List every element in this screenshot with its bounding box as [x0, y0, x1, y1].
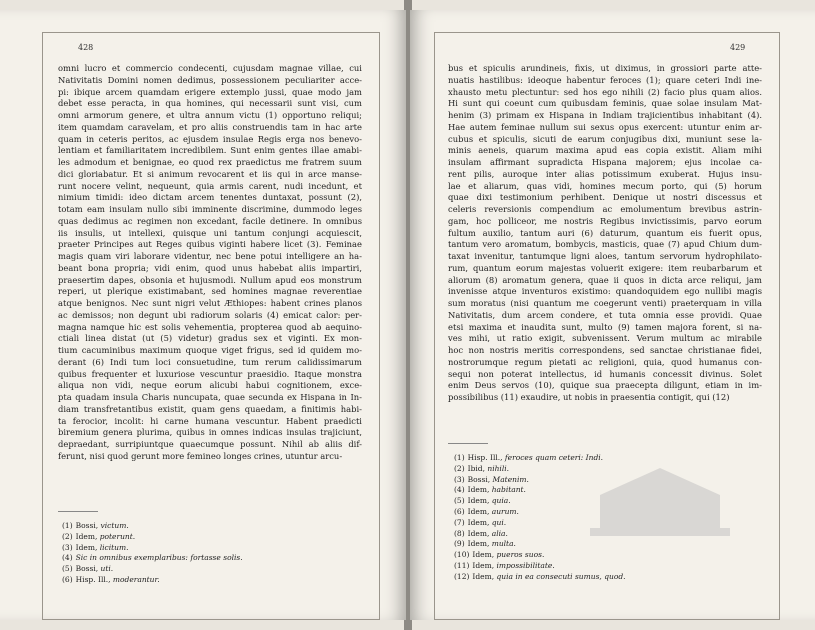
footnote-source: Bossi,: [467, 474, 493, 484]
text-line: sum moratus (nisi quantum me coegerunt venti) praeterquam in villa: [448, 298, 762, 308]
footnote-ref: (5): [62, 564, 73, 574]
text-line: sequi non poterat intellectus, id humanis concessit divinus. Solet: [448, 368, 762, 379]
text-line: magis quam viri laborare videntur, nec bene potui intelligere an ha-: [58, 251, 362, 261]
footnote-source: Idem,: [467, 517, 492, 527]
text-line: xhausto metu plectuntur: sed hos ego nihili (2) facio plus quam alios.: [448, 86, 762, 97]
footnote-text: nihili.: [487, 463, 509, 473]
text-line: lentiam et familiaritatem incredibilem. Sunt enim gentes illae amabi-: [58, 145, 362, 156]
footnote: [62, 564, 243, 575]
text-line: tium cacuminibus maximum quoque viget frigus, sed id quidem mo-: [58, 345, 362, 355]
footnote-text: quia in ea consecuti sumus, quod.: [496, 571, 626, 581]
text-line: ferunt, nisi quod gerunt more femineo longes crines, utuntur arcu-: [58, 450, 343, 461]
footnote-ref: (11): [454, 560, 470, 570]
footnote-source: Idem,: [75, 531, 100, 541]
text-line: derant (6) Indi tum loci consuetudine, tum rerum calidissimarum: [58, 356, 362, 367]
text-line: diam transfretantibus existit, quam gens quaedam, a finitimis habi-: [58, 403, 362, 414]
text-line: tantum vero aromatum, bombycis, masticis, quae (7) apud Chium dum-: [448, 239, 762, 250]
text-line: praeter Principes aut Reges quibus viginti habere licet (3). Feminae: [58, 239, 362, 250]
page-number: 428: [78, 43, 94, 52]
footnote-ref: (8): [454, 528, 465, 538]
footnote-ref: (1): [62, 521, 73, 530]
text-line: atque benignos. Nec sunt nigri velut Æthiopes: habent crines planos: [58, 298, 362, 308]
text-line: aliorum (8) aromatum genera, quae ii quos in dicta arce reliqui, jam: [448, 274, 762, 285]
right-page: [410, 10, 815, 620]
text-line: aliqua non vidi, neque eorum alicubi habui cognitionem, exce-: [58, 380, 362, 391]
footnote: [62, 543, 243, 554]
text-line: ta ferocior, incolit: hi carne humana vescuntur. Habent praedicti: [58, 415, 362, 426]
left-page: [0, 10, 406, 620]
text-line: henim (3) primam ex Hispana in Indiam trajicientibus inhabitant (4).: [448, 110, 762, 120]
text-line: les admodum et benignae, eo quod rex praedictus me fratrem suum: [58, 157, 362, 167]
footnote-source: Idem,: [472, 560, 497, 570]
footnote-text: uti.: [100, 564, 114, 574]
footnote-text: multa.: [491, 539, 516, 549]
footnote-text: habitant.: [491, 485, 526, 495]
text-line: gam, hoc polliceor, me nostris Regibus invictissimis, parvo eorum: [448, 215, 762, 226]
footnote-source: Hisp. Ill.,: [467, 453, 505, 462]
text-line: possibilibus (11) exaudire, ut nobis in praesentia contigit, qui (12): [448, 392, 730, 402]
text-line: ac demissos; non degunt ubi radiorum solaris (4) emicat calor: per-: [58, 309, 362, 320]
footnote: [454, 572, 626, 583]
text-line: quas dedimus ac regimen non excedant, facile detinere. In omnibus: [58, 215, 362, 226]
footnote: [454, 550, 626, 561]
text-line: enim Deus servos (10), quique sua praecepta diligunt, etiam in im-: [448, 380, 762, 391]
footnote-text: impossibilitate.: [496, 560, 555, 570]
body-text: [448, 63, 762, 404]
footnote-source: Idem,: [75, 542, 100, 552]
text-line: invenisse atque inventuros existimo: quandoquidem ego nullibi magis: [448, 286, 762, 297]
footnote-ref: (12): [454, 571, 470, 581]
footnote-rule: [448, 443, 488, 444]
text-line: biremium genera plurima, quibus in omnes indicas insulas trajiciunt,: [58, 427, 362, 438]
text-line: omni armorum genere, et ultra annum victu (1) opportuno reliqui;: [58, 110, 362, 120]
text-line: nuatis hastilibus: ideoque habentur feroces (1); quare ceteri Indi ine-: [448, 74, 762, 85]
footnote-ref: (7): [454, 517, 465, 527]
footnote-text: alia.: [491, 528, 508, 538]
footnote-ref: (4): [62, 553, 73, 563]
footnote-ref: (3): [62, 542, 73, 552]
text-line: insulam affirmant supradicta Hispana majorem; ejus incolae ca-: [448, 157, 762, 167]
footnote-source: Ibid,: [467, 463, 488, 473]
text-line: hoc non nostris meritis correspondens, sed sanctae christianae fidei,: [448, 345, 762, 355]
footnote-source: Idem,: [467, 528, 492, 538]
footnote-text: poterunt.: [99, 531, 136, 541]
text-line: ctiali linea distat (ut (5) videtur) gradus sex et viginti. Ex mon-: [58, 333, 362, 344]
footnote-source: Idem,: [467, 485, 492, 495]
text-line: item quamdam caravelam, et pro aliis construendis tam in hac arte: [58, 121, 362, 132]
footnote: [62, 575, 243, 586]
footnote-ref: (9): [454, 539, 465, 549]
footnote-ref: (2): [454, 463, 465, 473]
footnote: [62, 532, 243, 543]
text-line: ves mihi, ut ratio exigit, subvenissent. Verum multum ac mirabile: [448, 333, 762, 344]
footnote: [454, 561, 626, 572]
footnote-text: victum.: [100, 521, 129, 530]
footnote-text: licitum.: [99, 542, 129, 552]
footnote-ref: (10): [454, 550, 470, 560]
footnote: [62, 521, 243, 532]
text-line: dici gloriabatur. Et si animum revocarent et iis qui in arce manse-: [58, 168, 362, 179]
text-line: lae et aliarum, quas vidi, homines mecum porto, qui (5) horum: [448, 180, 762, 191]
footnote-text: qui.: [491, 517, 507, 527]
text-line: iis insulis, ut intellexi, quisque uni tantum conjungi acquiescit,: [58, 227, 362, 238]
text-line: runt nocere velint, nequeunt, quia armis carent, nudi incedunt, et: [58, 180, 362, 191]
text-line: quae dixi testimonium perhibent. Denique ut nostri discessus et: [448, 192, 762, 203]
text-line: Nativitatis Domini nomen dedimus, possessionem peculiariter acce-: [58, 74, 362, 85]
footnote-ref: (5): [454, 496, 465, 506]
footnote-ref: (1): [454, 453, 465, 462]
text-line: reperi, ut plerique existimabant, sed homines magnae reverentiae: [58, 286, 362, 297]
text-line: debet esse peracta, in qua homines, qui necessarii sunt visi, cum: [58, 98, 362, 109]
text-line: etsi maxima et inaudita sunt, multo (9) tamen majora forent, si na-: [448, 321, 762, 332]
text-line: cubus et spiculis, sicuti de earum conjugibus dixi, muniunt sese la-: [448, 133, 762, 144]
footnotes: [62, 521, 243, 586]
text-line: nostrorumque regum pietati ac religioni, quia, quod humanus con-: [448, 356, 762, 367]
text-line: omni lucro et commercio condecenti, cujusdam magnae villae, cui: [58, 63, 362, 73]
footnote-text: aurum.: [491, 506, 519, 516]
page-number: 429: [730, 43, 746, 52]
footnote-source: Idem,: [467, 496, 492, 506]
text-line: bus et spiculis arundineis, fixis, ut diximus, in grossiori parte atte-: [448, 63, 762, 73]
text-line: pta quadam insula Charis nuncupata, quae secunda ex Hispana in In-: [58, 392, 362, 402]
text-line: celeris reversionis compendium ac emolumentum brevibus astrin-: [448, 204, 762, 214]
footnote-ref: (6): [62, 574, 73, 584]
footnote-text: Sic in omnibus exemplaribus: fortasse solis.: [75, 553, 243, 563]
library-stamp-image: [580, 460, 740, 540]
text-line: rent pilis, auroque inter alias potissimum exuberat. Hujus insu-: [448, 168, 762, 179]
text-line: fultum auxilio, tantum auri (6) daturum, quantum eis fuerit opus,: [448, 227, 762, 238]
footnote-text: feroces quam ceteri: Indi.: [504, 453, 604, 462]
footnote-source: Bossi,: [75, 521, 101, 530]
footnote: [62, 553, 243, 564]
text-line: magna namque hic est solis vehementia, propterea quod ab aequino-: [58, 321, 362, 332]
text-line: Hae autem feminae nullum sui sexus opus exercent: utuntur enim ar-: [448, 121, 762, 132]
footnote-rule: [58, 511, 98, 512]
footnote-ref: (2): [62, 531, 73, 541]
text-line: pi: ibique arcem quamdam erigere extemplo jussi, quae modo jam: [58, 86, 362, 97]
text-line: rum, quantum eorum majestas voluerit exigere: item reubarbarum et: [448, 262, 762, 273]
footnote-text: quia.: [491, 496, 511, 506]
footnote-text: Matenim.: [492, 474, 529, 484]
footnote-source: Hisp. Ill.,: [75, 574, 113, 584]
text-line: Nativitatis, dum arcem condere, et tuta omnia esse providi. Quae: [448, 309, 762, 320]
footnote-text: moderantur.: [112, 574, 160, 584]
footnote-ref: (4): [454, 485, 465, 495]
text-line: taxat invenitur, tantumque ligni aloes, tantum servorum hydrophilato-: [448, 251, 762, 261]
footnote-source: Idem,: [467, 506, 492, 516]
text-line: nimium timidi: ideo dictam arcem tenentes duntaxat, possunt (2),: [58, 192, 362, 203]
footnote-ref: (3): [454, 474, 465, 484]
footnote-source: Idem,: [472, 550, 497, 560]
text-line: minis aeneis, quarum maxima apud eas copia existit. Aliam mihi: [448, 145, 762, 156]
text-line: beant bona propria; vidi enim, quod unus habebat aliis impartiri,: [58, 262, 362, 273]
text-line: quibus frequenter et luxuriose vescuntur praesidio. Itaque monstra: [58, 368, 362, 379]
body-text: [58, 63, 362, 463]
text-line: totam eam insulam nullo sibi imminente discrimine, dummodo leges: [58, 204, 362, 214]
text-line: depraedant, surripiuntque quaecumque possunt. Nihil ab aliis dif-: [58, 439, 362, 449]
footnote-source: Idem,: [472, 571, 497, 581]
text-line: Hi sunt qui coeunt cum quibusdam feminis, quae solae insulam Mat-: [448, 98, 762, 109]
text-line: quam in ceteris peritos, ac ejusdem insulae Regis erga nos benevo-: [58, 133, 362, 144]
footnote: [454, 539, 626, 550]
footnote-ref: (6): [454, 506, 465, 516]
footnote-text: pueros suos.: [496, 550, 545, 560]
footnote-source: Bossi,: [75, 564, 101, 574]
text-line: praesertim dapes, obsonia et hujusmodi. Nullum apud eos monstrum: [58, 274, 362, 285]
footnote-source: Idem,: [467, 539, 492, 549]
